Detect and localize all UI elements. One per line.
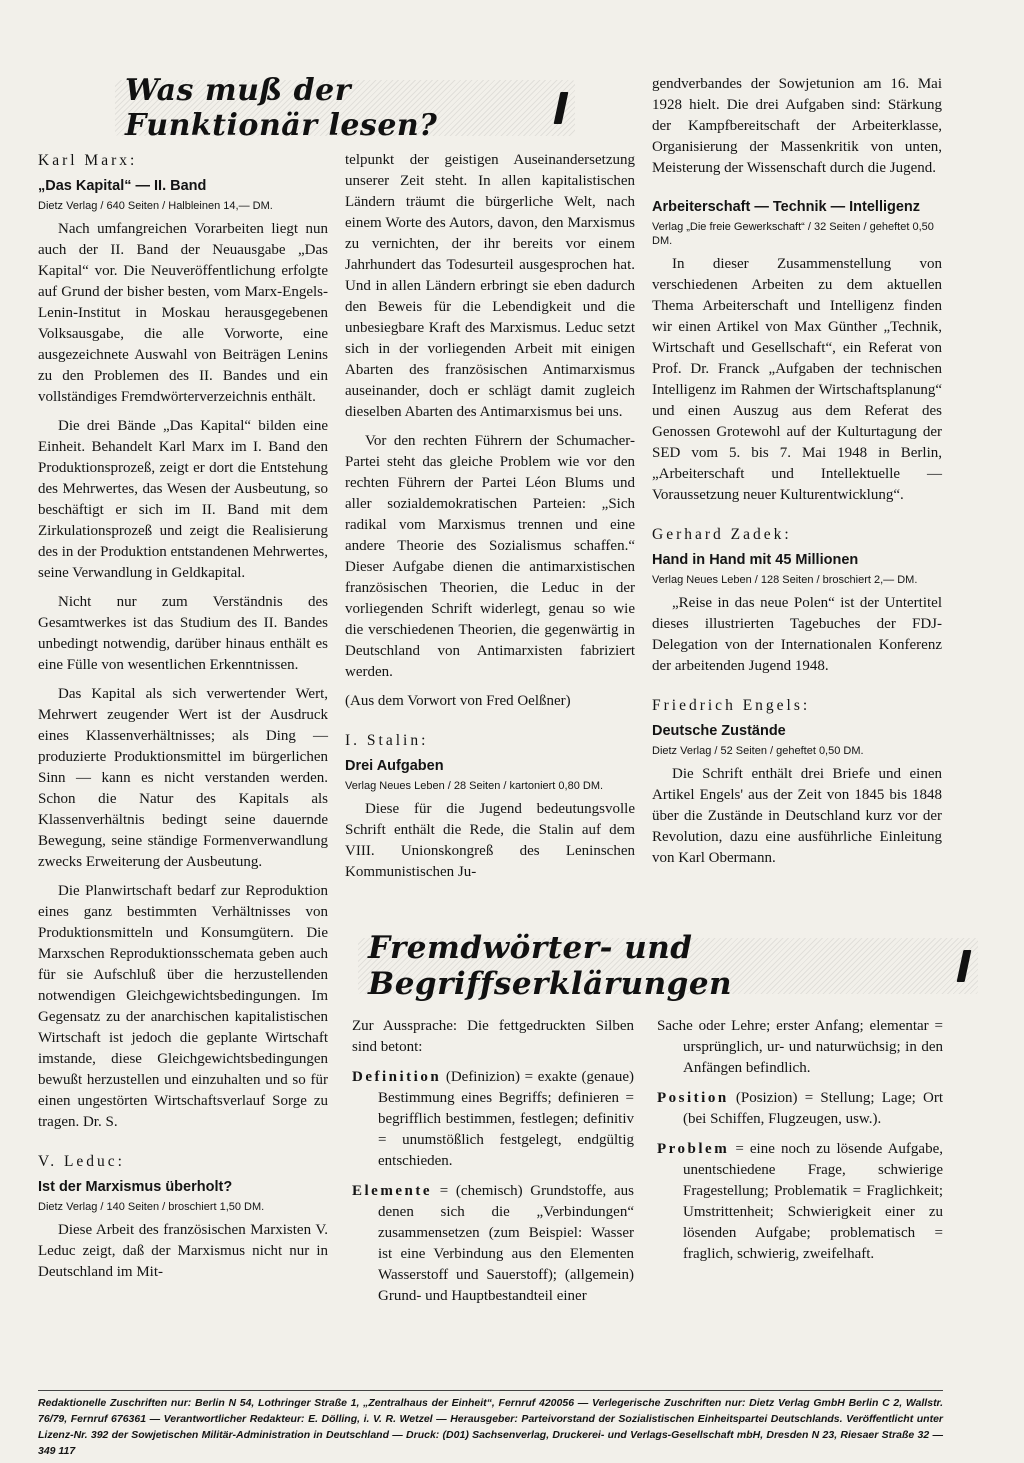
leduc-vorwort-note: (Aus dem Vorwort von Fred Oelßner) — [345, 693, 571, 709]
marx-paragraph-3: Nicht nur zum Verständnis des Gesamtwerkes ist das Studium des II. Bandes unbedingt notwendig, darüber hinaus enthält es eine Fülle von wesentlichen Erkenntnissen. — [38, 594, 328, 673]
glossary-elemente-continued: Sache oder Lehre; erster Anfang; elementar = ursprünglich, ur- und naturwüchsig; in den Anfängen befindlich. — [657, 1018, 943, 1076]
author-stalin: I. Stalin: — [345, 732, 429, 749]
column-right — [652, 74, 942, 877]
glossary-column-left — [352, 1016, 634, 1316]
leduc-paragraph-1b: telpunkt der geistigen Auseinandersetzung unserer Zeit steht. In allen kapitalistischen Ländern träumt die bürgerliche Welt, nach einem Worte des Autors, davon, den Marxismus zu vernichten, der ihr bereits vor einem Jahrhundert das Todesurteil ausgesprochen hat. Und in allen Ländern erbringt sie eben dadurch den Beweis für die Lebendigkeit und die unbesiegbare Kraft des Marxismus. Leduc setzt sich in der vorliegenden Arbeit mit einigen Abarten des französischen Antimarxismus auseinander, doch er schlägt damit zugleich dieselben Abarten des Antimarxismus bei uns. — [345, 152, 635, 420]
title-marxismus-ueberholt: Ist der Marxismus überholt? — [38, 1179, 233, 1195]
glossary-entry-elemente — [352, 1181, 634, 1307]
leduc-paragraph-2: Vor den rechten Führern der Schumacher-Partei steht das gleiche Problem wie vor den rechten Führern der Partei Léon Blums und aller sozialdemokratischen Parteien: „Sich radikal vom Marxismus trennen und eine andere Theorie des Sozialismus schaffen.“ Dieser Aufgabe dienen die antimarxistischen französischen Theorien, die Leduc in der vorliegenden Schrift widerlegt, genau so wie die verschiedenen Theorien, die gegenwärtig in Deutschland von Antimarxisten fabriziert werden. — [345, 433, 635, 680]
column-left — [38, 150, 328, 1291]
title-drei-aufgaben: Drei Aufgaben — [345, 758, 444, 774]
title-arbeiterschaft-technik-intelligenz: Arbeiterschaft — Technik — Intelligenz — [652, 199, 921, 215]
zadek-paragraph-1: „Reise in das neue Polen“ ist der Untertitel dieses illustrierten Tagebuches der FDJ-Delegation von der Internationalen Konferenz der arbeitenden Jugend 1948. — [652, 595, 942, 674]
glossary-text-position: (Posizion) = Stellung; Lage; Ort (bei Schiffen, Flugzeugen, usw.). — [683, 1090, 944, 1127]
glossary-entry-position — [657, 1088, 943, 1130]
glossary-heading-text: Fremdwörter- und Begriffserklärungen — [368, 930, 733, 1002]
leduc-paragraph-1a: Diese Arbeit des französischen Marxisten V. Leduc zeigt, daß der Marxismus nicht nur in Deutschland im Mit- — [38, 1222, 328, 1280]
author-zadek: Gerhard Zadek: — [652, 526, 792, 543]
glossary-term-definition: Definition — [352, 1069, 442, 1085]
stalin-paragraph-1a: Diese für die Jugend bedeutungsvolle Schrift enthält die Rede, die Stalin auf dem VIII. Unionskongreß des Leninschen Kommunistischen Ju- — [345, 801, 635, 880]
heading-mark-icon — [956, 950, 971, 982]
publisher-hand-in-hand: Verlag Neues Leben / 128 Seiten / broschiert 2,— DM. — [652, 574, 918, 586]
marx-paragraph-4: Das Kapital als sich verwertender Wert, Mehrwert zeugender Wert ist der Ausdruck eines Klassenverhältnisses; als Ding — produzierte Produktionsmittel im bürgerlichen Sinn — kann es nicht verstanden werden. Schon die Natur des Kapitals als Klassenverhältnis bedingt seine dauernde Bewegung, seine ständige Formenverwandlung zwecks Erweiterung der Ausbeutung. — [38, 686, 328, 870]
author-leduc: V. Leduc: — [38, 1153, 125, 1170]
glossary-text-elemente: = (chemisch) Grundstoffe, aus denen sich die „Verbindungen“ zusammensetzen (zum Beispiel: Wasser ist eine Verbindung aus den Elementen Wasserstoff und Sauerstoff); (allgemein) Grund- und Hauptbestandteil einer — [378, 1183, 634, 1304]
glossary-term-problem: Problem — [657, 1141, 730, 1157]
author-engels: Friedrich Engels: — [652, 697, 811, 714]
title-hand-in-hand: Hand in Hand mit 45 Millionen — [652, 552, 859, 568]
intelligenz-paragraph-1: In dieser Zusammenstellung von verschiedenen Arbeiten zu dem aktuellen Thema Arbeiterschaft und Intelligenz finden wir einen Artikel von Max Günther „Technik, Wirtschaft und Gesellschaft“, ein Referat von Prof. Dr. Franck „Aufgaben der technischen Intelligenz im Rahmen der Wirtschaftsplanung“ und einen Auszug aus dem Referat des Genossen Grotewohl auf der Kulturtagung der SED vom 5. bis 7. Mai 1948 in Berlin, „Arbeiterschaft und Intellektuelle — Voraussetzung neuer Kulturentwicklung“. — [652, 256, 942, 503]
column-middle — [345, 150, 635, 891]
glossary-term-elemente: Elemente — [352, 1183, 432, 1199]
publisher-das-kapital: Dietz Verlag / 640 Seiten / Halbleinen 14,— DM. — [38, 200, 273, 212]
glossary-intro: Zur Aussprache: Die fettgedruckten Silben sind betont: — [352, 1018, 634, 1055]
glossary-entry-problem — [657, 1139, 943, 1265]
glossary-text-problem: = eine noch zu lösende Aufgabe, unentschiedene Frage, schwierige Fragestellung; Problematik = Fraglichkeit; Umstrittenheit; Schwierigkeit einer zu lösenden Aufgabe; problematisch = fraglich, schwierig, zweifelhaft. — [683, 1141, 943, 1262]
publisher-deutsche-zustaende: Dietz Verlag / 52 Seiten / geheftet 0,50 DM. — [652, 745, 864, 757]
imprint-text: Redaktionelle Zuschriften nur: Berlin N 54, Lothringer Straße 1, „Zentralhaus der Einheit“, Fernruf 420056 — Verlegerische Zuschriften nur: Dietz Verlag GmbH Berlin C 2, Wallstr. 76/79, Fernruf 676361 — Verantwortlicher Redakteur: E. Dölling, i. V. R. Wetzel — Herausgeber: Parteivorstand der Sozialistischen Einheitspartei Deutschlands. Veröffentlicht unter Lizenz-Nr. 392 der Sowjetischen Militär-Administration in Deutschland — Druck: (D01) Sachsenverlag, Druckerei- und Verlags-Gesellschaft mbH, Dresden N 23, Riesaer Straße 32 — 349 117 — [38, 1397, 943, 1457]
glossary-column-right — [657, 1016, 943, 1274]
stalin-paragraph-1b: gendverbandes der Sowjetunion am 16. Mai 1928 hielt. Die drei Aufgaben sind: Stärkung der Kampfbereitschaft der Arbeiterklasse, Organisierung der Massenkritik von unten, Meisterung der Wissenschaft durch die Jugend. — [652, 76, 942, 176]
heading-mark-icon — [554, 92, 569, 124]
title-das-kapital: „Das Kapital“ — II. Band — [38, 178, 207, 194]
engels-paragraph-1: Die Schrift enthält drei Briefe und einen Artikel Engels' aus der Zeit von 1845 bis 1848 über die Zustände in Deutschland kurz vor der Revolution, dazu eine ausführliche Einleitung von Karl Obermann. — [652, 766, 942, 866]
publisher-marxismus-ueberholt: Dietz Verlag / 140 Seiten / broschiert 1,50 DM. — [38, 1201, 265, 1213]
glossary-text-definition: (Definizion) = exakte (genaue) Bestimmung eines Begriffs; definieren = begrifflich bestimmen, festlegen; definitiv = unumstößlich festgelegt, endgültig entschieden. — [378, 1069, 634, 1169]
reading-list-heading-text: Was muß der Funktionär lesen? — [125, 73, 438, 143]
marx-paragraph-5: Die Planwirtschaft bedarf zur Reproduktion eines ganz bestimmten Verhältnisses von Produktionsmitteln und Konsumgütern. Die Marxschen Reproduktionsschemata geben auch für sie Aufschluß über die herzustellenden notwendigen Gleichgewichtsbedingungen. Im Gegensatz zu der anarchischen kapitalistischen Wirtschaft ist jedoch die geplante Wirtschaft imstande, diese Gleichgewichtsbedingungen bewußt herzustellen und einzuhalten und so für einen ungestörten Wirtschaftsverlauf Sorge zu tragen. Dr. S. — [38, 883, 328, 1130]
title-deutsche-zustaende: Deutsche Zustände — [652, 723, 786, 739]
publisher-arbeiterschaft: Verlag „Die freie Gewerkschaft“ / 32 Seiten / geheftet 0,50 DM. — [652, 221, 934, 247]
glossary-entry-definition — [352, 1067, 634, 1172]
marx-paragraph-2: Die drei Bände „Das Kapital“ bilden eine Einheit. Behandelt Karl Marx im I. Band den Produktionsprozeß, zeigt er dort die Entstehung des Mehrwertes, das Wesen der Ausbeutung, so beschäftigt er sich im II. Band mit dem Zirkulationsprozeß und zeigt die Realisierung des in der Produktion entstandenen Mehrwertes, seine Verwandlung in Geldkapital. — [38, 418, 328, 581]
glossary-term-position: Position — [657, 1090, 729, 1106]
glossary-heading — [358, 930, 978, 1002]
imprint-footer — [38, 1390, 943, 1459]
reading-list-heading — [115, 73, 575, 143]
author-marx: Karl Marx: — [38, 152, 138, 169]
publisher-drei-aufgaben: Verlag Neues Leben / 28 Seiten / kartoniert 0,80 DM. — [345, 780, 604, 792]
marx-paragraph-1: Nach umfangreichen Vorarbeiten liegt nun auch der II. Band der Neuausgabe „Das Kapital“ vor. Die Neuveröffentlichung erfolgte auf Grund der bisher besten, vom Marx-Engels-Lenin-Institut in Moskau herausgegebenen Volksausgabe, die alle Vorworte, eine ausgezeichnete Auswahl von Beiträgen Lenins zu den Problemen des II. Bandes und ein vollständiges Fremdwörterverzeichnis enthält. — [38, 221, 328, 405]
